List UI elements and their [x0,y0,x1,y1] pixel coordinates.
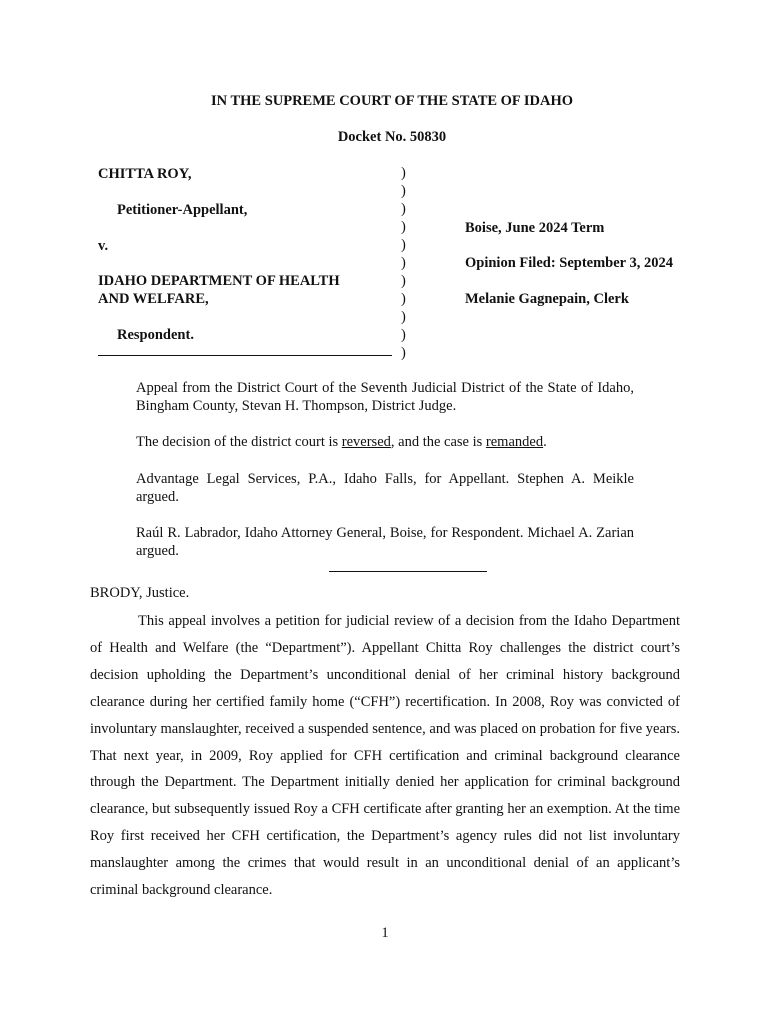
caption-paren: ) [401,201,406,217]
caption-paren: ) [401,237,406,253]
decision-prefix: The decision of the district court is [136,434,342,450]
opinion-paragraph: This appeal involves a petition for judicial review of a decision from the Idaho Department of Health and Welfare (the “Department”). Appellant Chitta Roy challenges the district court’s decision upholding the Department’s unconditional denial of her criminal history background clearance during her certified family home (“CFH”) recertification. In 2008, Roy was convicted of involuntary manslaughter, received a suspended sentence, and was placed on probation for five years. That next year, in 2009, Roy applied for CFH certification and criminal background clearance through the Department. The Department initially denied her application for criminal background clearance, but subsequently issued Roy a CFH certificate after granting her an exemption. At the time Roy first received her CFH certification, the Department’s agency rules did not list involuntary manslaughter among the crimes that would result in an unconditional denial of an applicant’s criminal background clearance. [90,613,680,899]
court-term: Boise, June 2024 Term [465,220,605,236]
decision-suffix: . [543,434,547,450]
caption-rule [98,355,392,356]
party-respondent-line2: AND WELFARE, [98,291,209,307]
caption-paren: ) [401,219,406,235]
opinion-filed-date: Opinion Filed: September 3, 2024 [465,255,673,271]
decision-paragraph [136,433,634,451]
caption-paren: ) [401,309,406,325]
court-clerk: Melanie Gagnepain, Clerk [465,291,629,307]
appellant-counsel-paragraph: Advantage Legal Services, P.A., Idaho Falls, for Appellant. Stephen A. Meikle argued. [136,471,634,505]
opinion-author: BRODY, Justice. [90,585,190,601]
summary-divider [329,571,487,572]
party-appellant: CHITTA ROY, [98,166,192,182]
caption-paren: ) [401,291,406,307]
party-respondent-line1: IDAHO DEPARTMENT OF HEALTH [98,273,340,289]
court-title: IN THE SUPREME COURT OF THE STATE OF IDAHO [210,93,574,109]
page-number: 1 [381,925,389,941]
caption-paren: ) [401,327,406,343]
caption-paren: ) [401,165,406,181]
caption-paren: ) [401,255,406,271]
decision-middle: , and the case is [390,434,486,450]
versus: v. [98,238,109,254]
party-respondent-role: Respondent. [117,327,194,343]
caption-paren: ) [401,183,406,199]
decision-remanded: remanded [485,434,544,450]
caption-paren: ) [401,345,406,361]
respondent-counsel-paragraph: Raúl R. Labrador, Idaho Attorney General, Boise, for Respondent. Michael A. Zarian argued. [136,525,634,559]
appeal-from-paragraph: Appeal from the District Court of the Seventh Judicial District of the State of Idaho, Bingham County, Stevan H. Thompson, District Judge. [136,380,634,414]
party-appellant-role: Petitioner-Appellant, [117,202,248,218]
decision-reversed: reversed [341,434,391,450]
caption-paren: ) [401,273,406,289]
docket-number: Docket No. 50830 [337,129,447,145]
